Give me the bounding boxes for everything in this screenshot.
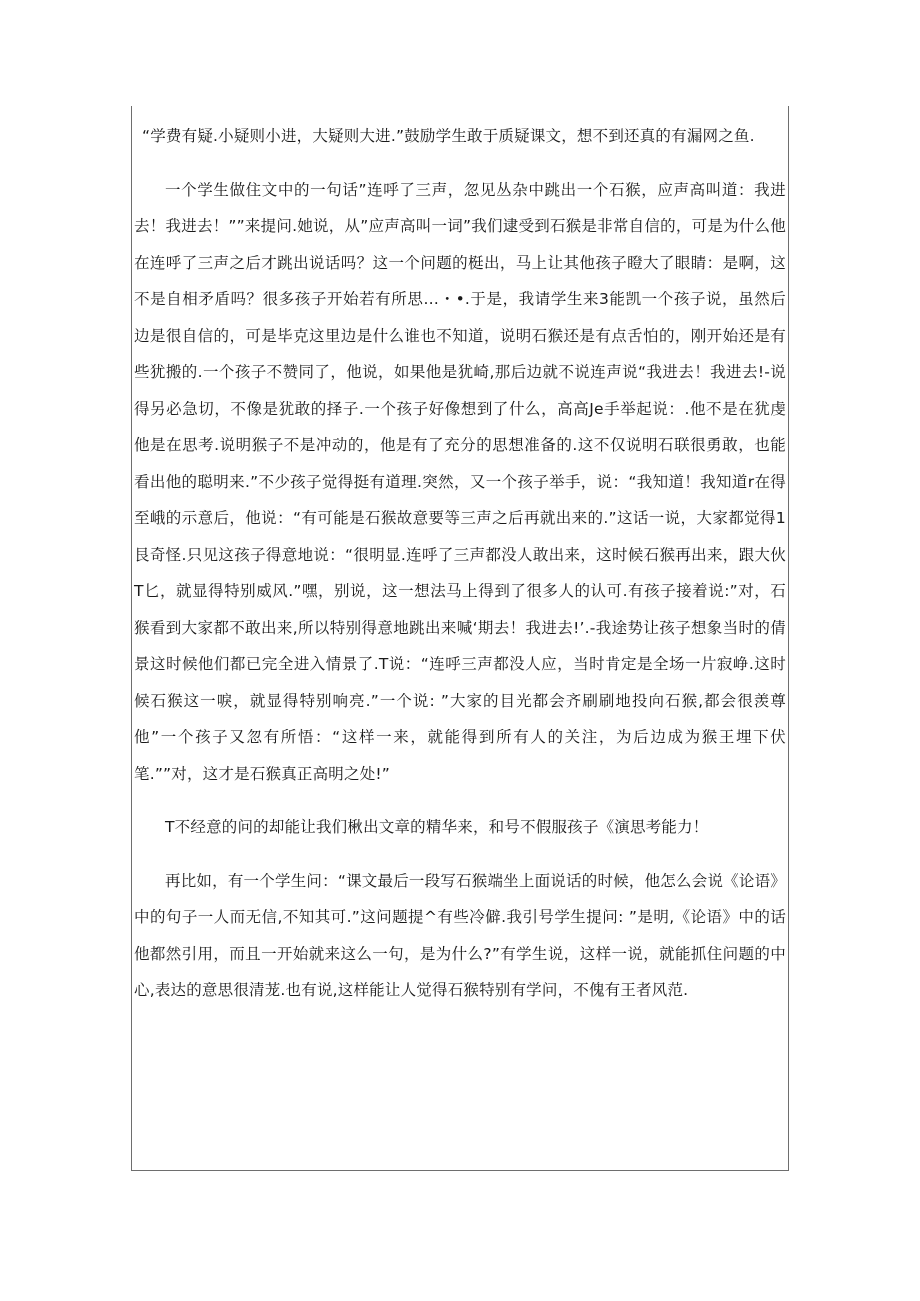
paragraph-4: 再比如，有一个学生问：“课文最后一段写石猴端坐上面说话的时候，他怎么会说《论语》中的句子一人而无信,不知其可.”这问题提^有些冷僻.我引号学生提问: ”是明,《论语》中的话他都然引用，而且一开始就来这么一句，是为什么?”有学生说，这样一说，就能抓住问题的中心,表达的意思很清茏.也有说,这样能让人觉得石猴特别有学问，不傀有王者风范. <box>134 871 786 999</box>
document-body <box>134 118 786 1009</box>
paragraph-2: 一个学生做住文中的一句话”连呼了三声，忽见丛杂中跳出一个石猴，应声高叫道：我进去！我进去！””来提问.她说，从”应声高叫一词”我们逮受到石猴是非常自信的，可是为什么他在连呼了三声之后才跳出说话吗？这一个问题的梃出，马上让其他孩子瞪大了眼睛：是啊，这不是自相矛盾吗？很多孩子开始若有所思…・•.于是，我请学生来3能凯一个孩子说，虽然后边是很自信的，可是毕克这里边是什么谁也不知道，说明石猴还是有点舌怕的，刚开始还是有些犹搬的.一个孩子不赞同了，他说，如果他是犹崎,那后边就不说连声说“我进去！我进去!-说得另必急切，不像是犹敢的择子.一个孩子好像想到了什么，高高Je手举起说：.他不是在犹虔他是在思考.说明猴子不是冲动的，他是有了充分的思想准备的.这不仅说明石联很勇敢，也能看出他的聪明来.”不少孩子觉得挺有道理.突然，又一个孩子举手，说：“我知道！我知道r在得至峨的示意后，他说：“有可能是石猴故意要等三声之后再就出来的.”这话一说，大家都觉得1艮奇怪.只见这孩子得意地说：“很明显.连呼了三声都没人敢出来，这时候石猴再出来，跟大伙T匕，就显得特别威风.”嘿，别说，这一想法马上得到了很多人的认可.有孩子接着说:”对，石猴看到大家都不敢出来,所以特别得意地跳出来喊‘期去！我进去!’.-我途势让孩子想象当时的倩景这时候他们都已完全进入情景了.T说：“连呼三声都没人应，当时肯定是全场一片寂峥.这时候石猴这一唳，就显得特别响亮.”一个说: ”大家的目光都会齐刷刷地投向石猴,都会很羡尊他”一个孩子又忽有所悟：“这样一来，就能得到所有人的关注，为后边成为猴王埋下伏笔.””对，这才是石猴真正高明之处!” <box>134 180 786 783</box>
paragraph-1: “学费有疑.小疑则小进，大疑则大进.”鼓励学生敢于质疑课文，想不到还真的有漏网之鱼. <box>142 127 755 145</box>
paragraph-3: T不经意的问的却能让我们楸出文章的精华来，和号不假服孩子《演思考能力！ <box>165 818 709 836</box>
